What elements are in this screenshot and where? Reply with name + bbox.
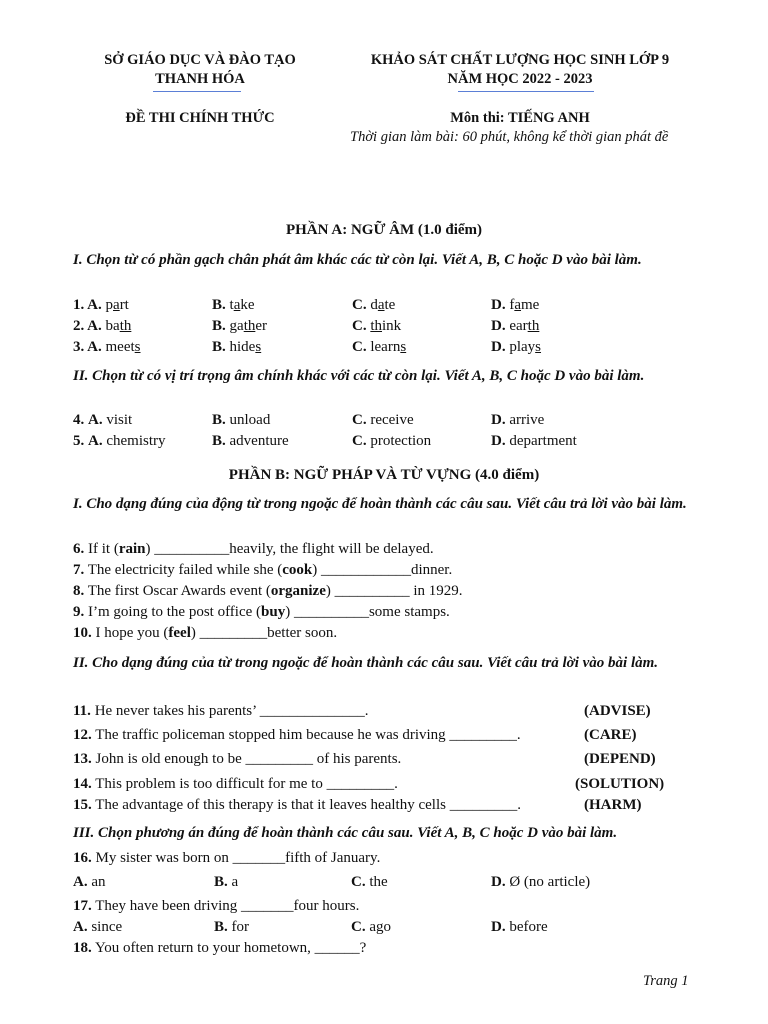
q4-letter-a: A.	[88, 412, 103, 428]
q14-number: 14.	[73, 776, 92, 792]
q5-letter-d: D.	[491, 433, 506, 449]
q12-number: 12.	[73, 727, 92, 743]
question-10: 10. I hope you (feel) _________better soon.	[73, 625, 338, 641]
q16-b-text: a	[231, 874, 239, 890]
question-14	[73, 776, 398, 793]
q17-letter-a: A.	[73, 919, 88, 935]
q5-number: 5.	[73, 433, 85, 449]
question-4	[73, 412, 132, 429]
q4-option-b-wrap	[212, 412, 270, 429]
header-divider-right	[458, 91, 594, 92]
q17-number: 17.	[73, 898, 92, 914]
department-name: SỞ GIÁO DỤC VÀ ĐÀO TẠO	[104, 52, 296, 68]
q5-option-c: protection	[370, 433, 432, 449]
page-number: Trang 1	[643, 973, 689, 989]
q17-a-text: since	[91, 919, 123, 935]
q15-word: (HARM)	[584, 797, 642, 813]
q3-option-c: C. learns	[352, 339, 407, 355]
q15-text: The advantage of this therapy is that it leaves healthy cells _________.	[95, 797, 521, 813]
q5-option-d-wrap	[491, 433, 577, 450]
q1-option-b: B. take	[212, 297, 255, 313]
exam-type: ĐỀ THI CHÍNH THỨC	[125, 110, 275, 126]
q4-letter-b: B.	[212, 412, 226, 428]
q18-number: 18.	[73, 940, 92, 956]
q2-option-d: D. earth	[491, 318, 540, 334]
q17-letter-d: D.	[491, 919, 506, 935]
question-1: 1. A. part	[73, 297, 129, 313]
question-5	[73, 433, 166, 450]
q16-letter-d: D.	[491, 874, 506, 890]
q4-number: 4.	[73, 412, 85, 428]
part-a-s2-instruction: II. Chọn từ có vị trí trọng âm chính khác với các từ còn lại. Viết A, B, C hoặc D vào bài làm.	[73, 368, 645, 384]
q16-option-d	[491, 874, 590, 891]
province-name: THANH HÓA	[155, 71, 245, 87]
q4-option-d-wrap	[491, 412, 544, 429]
q14-text: This problem is too difficult for me to _________.	[95, 776, 398, 792]
q3-option-d: D. plays	[491, 339, 542, 355]
q11-number: 11.	[73, 703, 91, 719]
q16-a-text: an	[91, 874, 106, 890]
q5-letter-b: B.	[212, 433, 226, 449]
q5-option-a: chemistry	[106, 433, 166, 449]
q11-text: He never takes his parents’ ______________.	[94, 703, 369, 719]
q5-option-b: adventure	[229, 433, 289, 449]
part-a-title: PHẦN A: NGỮ ÂM (1.0 điểm)	[285, 222, 483, 238]
q3-option-b: B. hides	[212, 339, 262, 355]
question-11	[73, 703, 369, 720]
header-divider-left	[153, 91, 241, 92]
question-3: 3. A. meets	[73, 339, 141, 355]
q4-letter-c: C.	[352, 412, 367, 428]
q11-word: (ADVISE)	[584, 703, 651, 719]
q12-text: The traffic policeman stopped him because he was driving _________.	[95, 727, 521, 743]
q17-option-b	[214, 919, 249, 936]
question-15	[73, 797, 521, 814]
q13-text: John is old enough to be _________ of his parents.	[95, 751, 402, 767]
question-17	[73, 898, 359, 915]
part-b-s2-instruction: II. Cho dạng đúng của từ trong ngoặc để hoàn thành các câu sau. Viết câu trả lời vào bài làm.	[73, 655, 659, 671]
question-9: 9. I’m going to the post office (buy) __________some stamps.	[73, 604, 450, 620]
q15-number: 15.	[73, 797, 92, 813]
q17-text: They have been driving _______four hours.	[95, 898, 360, 914]
question-12	[73, 727, 521, 744]
exam-time: Thời gian làm bài: 60 phút, không kể thời gian phát đề	[350, 129, 669, 145]
q16-option-a	[73, 874, 106, 891]
q17-option-a	[73, 919, 122, 936]
q4-option-c: receive	[370, 412, 414, 428]
q16-letter-c: C.	[351, 874, 366, 890]
q1-option-c: C. date	[352, 297, 396, 313]
question-8: 8. The first Oscar Awards event (organize) __________ in 1929.	[73, 583, 463, 599]
q5-option-c-wrap	[352, 433, 431, 450]
q4-letter-d: D.	[491, 412, 506, 428]
question-6: 6. If it (rain) __________heavily, the flight will be delayed.	[73, 541, 434, 557]
part-b-s1-instruction: I. Cho dạng đúng của động từ trong ngoặc để hoàn thành các câu sau. Viết câu trả lời vào bài làm.	[73, 496, 687, 512]
q18-text: You often return to your hometown, ______?	[94, 940, 367, 956]
q17-option-d	[491, 919, 548, 936]
q5-option-d: department	[509, 433, 577, 449]
survey-title: KHẢO SÁT CHẤT LƯỢNG HỌC SINH LỚP 9	[370, 52, 670, 68]
part-a-s1-instruction: I. Chọn từ có phần gạch chân phát âm khác các từ còn lại. Viết A, B, C hoặc D vào bài làm.	[73, 252, 642, 268]
question-18	[73, 940, 366, 957]
part-b-title: PHẦN B: NGỮ PHÁP VÀ TỪ VỰNG (4.0 điểm)	[228, 467, 540, 483]
q12-word: (CARE)	[584, 727, 637, 743]
exam-subject: Môn thi: TIẾNG ANH	[450, 110, 590, 126]
question-7: 7. The electricity failed while she (cook) ____________dinner.	[73, 562, 453, 578]
q17-letter-b: B.	[214, 919, 228, 935]
q17-option-c	[351, 919, 391, 936]
question-13	[73, 751, 401, 768]
q16-text: My sister was born on _______fifth of January.	[95, 850, 381, 866]
question-2: 2. A. bath	[73, 318, 132, 334]
school-year: NĂM HỌC 2022 - 2023	[447, 71, 593, 87]
q4-option-a: visit	[106, 412, 133, 428]
q16-letter-a: A.	[73, 874, 88, 890]
q2-option-b: B. gather	[212, 318, 268, 334]
q13-number: 13.	[73, 751, 92, 767]
q2-option-c: C. think	[352, 318, 402, 334]
q16-letter-b: B.	[214, 874, 228, 890]
q16-option-b	[214, 874, 238, 891]
q5-letter-c: C.	[352, 433, 367, 449]
q4-option-b: unload	[229, 412, 271, 428]
q16-number: 16.	[73, 850, 92, 866]
q16-option-c	[351, 874, 388, 891]
q4-option-d: arrive	[509, 412, 545, 428]
question-16	[73, 850, 380, 867]
q14-word: (SOLUTION)	[575, 776, 665, 792]
part-b-s3-instruction: III. Chọn phương án đúng để hoàn thành các câu sau. Viết A, B, C hoặc D vào bài làm.	[73, 825, 618, 841]
q16-d-text: Ø (no article)	[509, 874, 591, 890]
q17-letter-c: C.	[351, 919, 366, 935]
q17-c-text: ago	[369, 919, 392, 935]
q17-b-text: for	[231, 919, 250, 935]
q4-option-c-wrap	[352, 412, 414, 429]
q16-c-text: the	[369, 874, 388, 890]
q1-option-d: D. fame	[491, 297, 540, 313]
q13-word: (DEPEND)	[584, 751, 656, 767]
q5-option-b-wrap	[212, 433, 289, 450]
q17-d-text: before	[509, 919, 548, 935]
q5-letter-a: A.	[88, 433, 103, 449]
